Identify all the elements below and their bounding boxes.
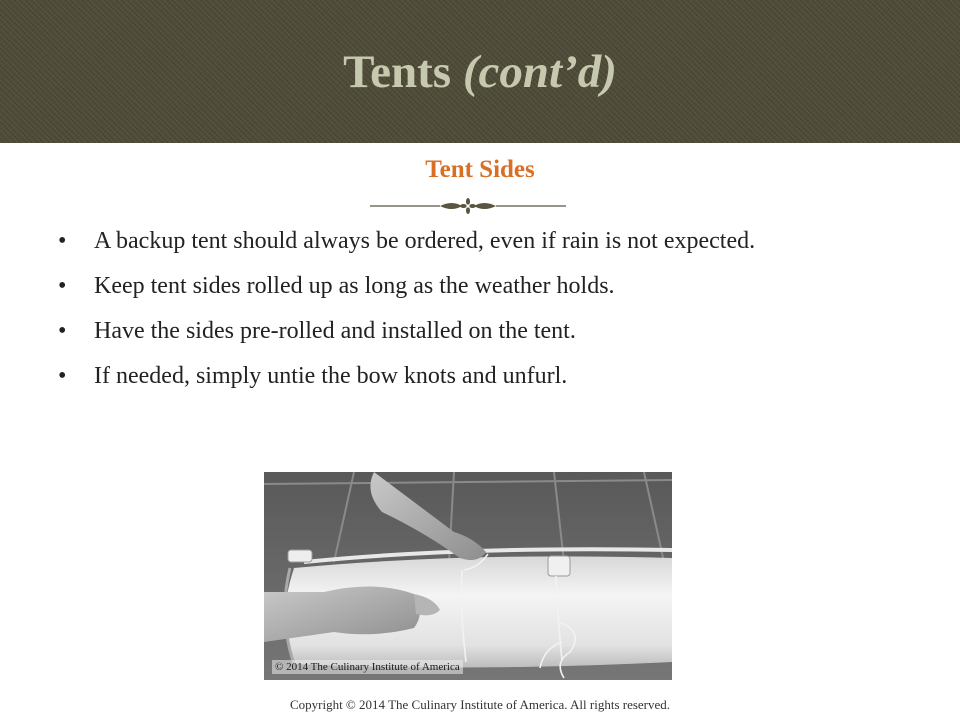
slide-subtitle: Tent Sides [425, 156, 535, 183]
bullet-text: If needed, simply untie the bow knots and unfurl. [94, 363, 568, 389]
bullet-list [52, 226, 912, 406]
flourish-divider-icon [370, 196, 566, 216]
copyright-footer: Copyright © 2014 The Culinary Institute of America. All rights reserved. [289, 697, 671, 712]
bullet-dot: • [58, 273, 67, 299]
photo-illustration [264, 472, 672, 680]
tent-side-photo [264, 472, 672, 680]
bullet-text: Have the sides pre-rolled and installed on the tent. [94, 318, 576, 344]
bullet-dot: • [58, 363, 67, 389]
bullet-item [52, 271, 912, 302]
title-main: Tents [343, 46, 452, 98]
bullet-text: Keep tent sides rolled up as long as the weather holds. [94, 273, 615, 299]
bullet-text: A backup tent should always be ordered, even if rain is not expected. [94, 228, 756, 254]
bullet-dot: • [58, 318, 67, 344]
bullet-item [52, 226, 912, 257]
bullet-item [52, 361, 912, 392]
title-italic: (cont’d) [462, 46, 617, 98]
slide-title [0, 44, 960, 100]
bullet-dot: • [58, 228, 67, 254]
bullet-item [52, 316, 912, 347]
photo-caption: © 2014 The Culinary Institute of America [272, 660, 463, 674]
